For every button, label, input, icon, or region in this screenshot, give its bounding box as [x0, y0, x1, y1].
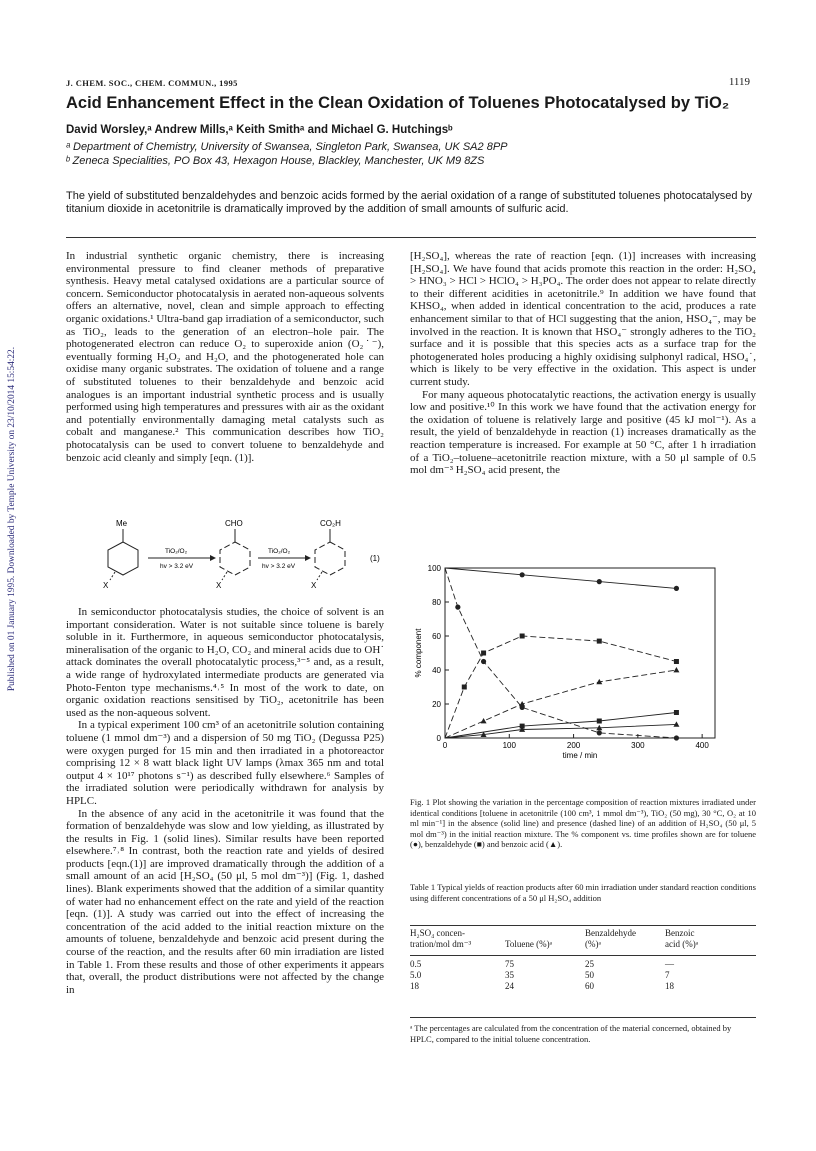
- methyl-label: Me: [116, 519, 128, 528]
- data-point-benzaldehyde: [481, 651, 486, 656]
- x-tick-label: 400: [695, 741, 709, 750]
- table-row: [410, 981, 756, 992]
- table-header-cell: Benzoic acid (%)ᵃ: [665, 928, 699, 949]
- reagent-label: TiO₂/O₂: [268, 548, 291, 555]
- table-row: [410, 959, 756, 970]
- table-caption: Table 1 Typical yields of reaction products after 60 min irradiation under standard reaction conditions using different concentrations of a 50 μl H₂SO₄ addition: [410, 882, 756, 903]
- data-point-toluene: [520, 572, 525, 577]
- data-point-benzaldehyde: [462, 685, 467, 690]
- paragraph-intro: In industrial synthetic organic chemistry, there is increasing environmental pressure to find cleaner methods of preparative synthesis. Heavy metal catalysed oxidations are a particular source of concern. Semiconductor photocatalysis in aerated non-aqueous solvents offers an alternative, novel, clean and simple approach to effecting organic oxidations.¹ Ultra-band gap irradiation of a semiconductor, such as TiO₂, leads to the generation of an electron–hole pair. The photogenerated electron can reduce O₂ to superoxide anion (O₂˙⁻), eventually forming H₂O₂ and H₂O, and the photogenerated hole can oxidise many organic substrates. The oxidation of toluene and a range of substituted toluenes to their benzaldehyde and benzoic acid analogues is an important industrial synthetic process and is usually performed using high temperatures and pressures with air as the oxidant and potentially environmentally damaging metal catalysts such as cobalt and manganese.² This communication describes how TiO₂ photocatalysis can be used to convert toluene to benzaldehyde and benzoic acid cleanly and simply [eqn. (1)].: [66, 250, 384, 464]
- benzoic-acid-ring: [315, 542, 345, 575]
- data-point-toluene: [674, 586, 679, 591]
- reagent-label: TiO₂/O₂: [165, 548, 188, 555]
- data-point-toluene: [597, 579, 602, 584]
- table-cell: 5.0: [410, 970, 422, 980]
- data-point-benzaldehyde: [674, 710, 679, 715]
- y-axis-label: % component: [414, 628, 423, 678]
- table-cell: 75: [505, 959, 514, 969]
- left-column-bottom: [66, 606, 384, 996]
- paragraph-experiment: In a typical experiment 100 cm³ of an acetonitrile solution containing toluene (1 mmol dm⁻³) and a dispersion of 50 mg TiO₂ (Degussa P25) were oxygen purged for 15 min and then irradiated in a photoreactor comprising 12 × 8 watt black light UV lamps (λmax 365 nm and total output 4 × 10¹⁷ photons s⁻¹) as described fully elsewhere.⁶ Samples of the irradiated solution were periodically withdrawn for analysis by HPLC.: [66, 719, 384, 807]
- paragraph-activation: For many aqueous photocatalytic reactions, the activation energy is usually low and positive.¹⁰ In this work we have found that the activation energy for the oxidation of toluene is relatively large and positive (45 kJ mol⁻¹). As a result, the yield of benzaldehyde in reaction (1) increases dramatically as the reaction temperature is increased. For example at 50 °C, after 1 h irradiation of a TiO₂–toluene–acetonitrile reaction mixture, with a 50 μl sample of 0.5 mol dm⁻³ H₂SO₄ acid present, the: [410, 388, 756, 477]
- table-header-cell: Benzaldehyde (%)ᵃ: [585, 928, 636, 949]
- benzaldehyde-ring: [220, 542, 250, 575]
- affiliation-a: ᵃ Department of Chemistry, University of Swansea, Singleton Park, Swansea, UK SA2 8PP: [66, 141, 508, 153]
- equation-number: (1): [370, 554, 380, 563]
- data-point-benzaldehyde: [597, 719, 602, 724]
- condition-label: hv > 3.2 eV: [262, 563, 296, 570]
- acid-label: CO₂H: [320, 519, 341, 528]
- table-cell: 60: [585, 981, 594, 991]
- paragraph-solvent: In semiconductor photocatalysis studies, the choice of solvent is an important consideration. Water is not suitable since toluene is barely soluble in it. Furthermore, in aqueous semiconductor photocatalysis, mineralisation of the organic to H₂O, CO₂ and mineral acids due to OH˙ attack dominates the overall photocatalytic process,³⁻⁵ and, as a result, a wide range of hydroxylated intermediate products are generated via Photo-Fenton type mechanisms.⁴˒⁵ In most of the work to date, on organic oxidation reactions sensitised by TiO₂, acetonitrile has been used as the non-aqueous solvent.: [66, 606, 384, 719]
- left-column-top: [66, 250, 384, 464]
- toluene-ring: [108, 542, 138, 575]
- table-header-cell: Toluene (%)ᵃ: [505, 939, 553, 949]
- substituent-label: X: [216, 581, 222, 590]
- y-tick-label: 100: [427, 564, 441, 573]
- data-point-benzoic-acid: [673, 667, 679, 672]
- figure-caption: Fig. 1 Plot showing the variation in the percentage composition of reaction mixtures irradiated under identical conditions [toluene in acetonitrile (100 cm³, 1 mmol dm⁻³), TiO₂ (50 mg), 30 °C, O₂ at 10 ml min⁻¹] in the absence (solid line) and presence (dashed line) of an addition of H₂SO₄ (50 μl, 5 mol dm⁻³) in the initial reaction mixture. The % component vs. time profiles shown are for toluene (●), benzaldehyde (■) and benzoic acid (▲).: [410, 797, 756, 850]
- substituent-label: X: [311, 581, 317, 590]
- x-tick-label: 0: [442, 741, 448, 750]
- reaction-scheme: [90, 515, 390, 595]
- right-column-top: [410, 250, 756, 477]
- y-tick-label: 80: [432, 598, 441, 607]
- journal-header: J. CHEM. SOC., CHEM. COMMUN., 1995: [66, 78, 238, 88]
- data-point-benzaldehyde: [597, 639, 602, 644]
- data-point-toluene: [455, 605, 460, 610]
- table-cell: 50: [585, 970, 594, 980]
- table-cell: 7: [665, 970, 670, 980]
- table-rule-bottom: [410, 1017, 756, 1018]
- substituent-label: X: [103, 581, 109, 590]
- table-row: [410, 970, 756, 981]
- series-line-toluene-dashed: [445, 568, 676, 738]
- table-cell: 25: [585, 959, 594, 969]
- aldehyde-label: CHO: [225, 519, 243, 528]
- table-cell: 18: [665, 981, 674, 991]
- table-cell: 35: [505, 970, 514, 980]
- table-header-cell: H₂SO₄ concen- tration/mol dm⁻³: [410, 928, 472, 949]
- series-line-benzaldehyde-solid: [445, 713, 676, 739]
- series-line-toluene-solid: [445, 568, 676, 588]
- paragraph-acid-order: [H₂SO₄], whereas the rate of reaction [eqn. (1)] increases with increasing [H₂SO₄]. We have found that acids promote this reaction in the order: H₂SO₄ > HNO₃ > HCl > HClO₄ > H₃PO₄. The order does not appear to relate directly to their different acidities in acetonitrile.⁹ In addition we have found that KHSO₄, when added in identical concentration to the acid, produces a rate enhancement similar to that of HCl suggesting that the anion, HSO₄⁻, may be involved in the reaction. It is known that HSO₄⁻ strongly adheres to the TiO₂ surface and it is possible that this species acts as a surface trap for the photogenerated holes producing a highly oxidising sulphonyl radical, HSO₄˙, which is likely to be very effective in the oxidation. This aspect is under current study.: [410, 250, 756, 388]
- table-cell: —: [665, 959, 674, 969]
- table-cell: 24: [505, 981, 514, 991]
- article-title: Acid Enhancement Effect in the Clean Oxidation of Toluenes Photocatalysed by TiO₂: [66, 94, 730, 112]
- condition-label: hv > 3.2 eV: [160, 563, 194, 570]
- table-cell: 0.5: [410, 959, 422, 969]
- x-tick-label: 300: [631, 741, 645, 750]
- table-1: [410, 928, 756, 992]
- data-point-toluene: [481, 659, 486, 664]
- data-point-benzoic-acid: [481, 718, 487, 723]
- y-tick-label: 60: [432, 632, 441, 641]
- abstract-rule: [66, 237, 756, 238]
- paragraph-results: In the absence of any acid in the acetonitrile it was found that the formation of benzaldehyde was slow and low yielding, as illustrated by the results in Fig. 1 (solid lines). Similar results have been reported elsewhere.⁷˒⁸ In contrast, both the reaction rate and yields of desired products [eqn.(1)] are improved dramatically through the addition of a small amount of an acid [H₂SO₄ (50 μl, 5 mol dm⁻³)] (Fig. 1, dashed lines). Blank experiments showed that the addition of a similar quantity of water had no enhancement effect on the rate and yield of the reaction [eqn. (1)]. A study was carried out into the effect of increasing the concentration of the acid added to the initial reaction mixture on the amounts of toluene, benzaldehyde and benzoic acid present during the course of the reaction, and the results after 60 min irradiation are listed in Table 1. From these results and those of other experiments it appears that, overall, the product distributions were not affected by the change in: [66, 807, 384, 996]
- y-tick-label: 0: [436, 734, 441, 743]
- x-axis-label: time / min: [562, 751, 598, 760]
- table-rule-top: [410, 925, 756, 926]
- data-point-benzaldehyde: [520, 634, 525, 639]
- series-line-benzoic-acid-solid: [445, 724, 676, 738]
- table-header-row: [410, 928, 756, 950]
- figure-1-chart: [405, 560, 740, 788]
- table-cell: 18: [410, 981, 419, 991]
- page-number: 1119: [728, 76, 750, 88]
- authors: David Worsley,ᵃ Andrew Mills,ᵃ Keith Smithᵃ and Michael G. Hutchingsᵇ: [66, 124, 453, 136]
- series-line-benzoic-acid-dashed: [445, 670, 676, 738]
- data-point-benzaldehyde: [674, 659, 679, 664]
- data-point-toluene: [674, 735, 679, 740]
- x-tick-label: 100: [502, 741, 516, 750]
- x-tick-label: 200: [566, 741, 581, 750]
- y-tick-label: 40: [432, 666, 441, 675]
- table-footnote: ᵃ The percentages are calculated from the concentration of the material concerned, obtained by HPLC, compared to the initial toluene concentration.: [410, 1023, 732, 1044]
- affiliation-b: ᵇ Zeneca Specialities, PO Box 43, Hexagon House, Blackley, Manchester, UK M9 8ZS: [66, 155, 485, 167]
- y-tick-label: 20: [432, 700, 441, 709]
- data-point-toluene: [597, 730, 602, 735]
- abstract: The yield of substituted benzaldehydes and benzoic acids formed by the aerial oxidation of a range of substituted toluenes photocatalysed by titanium dioxide in acetonitrile is dramatically improved by the addition of small amounts of sulfuric acid.: [66, 190, 753, 215]
- download-stamp: Published on 01 January 1995. Downloaded by Temple University on 23/10/2014 15:54:22.: [7, 346, 17, 692]
